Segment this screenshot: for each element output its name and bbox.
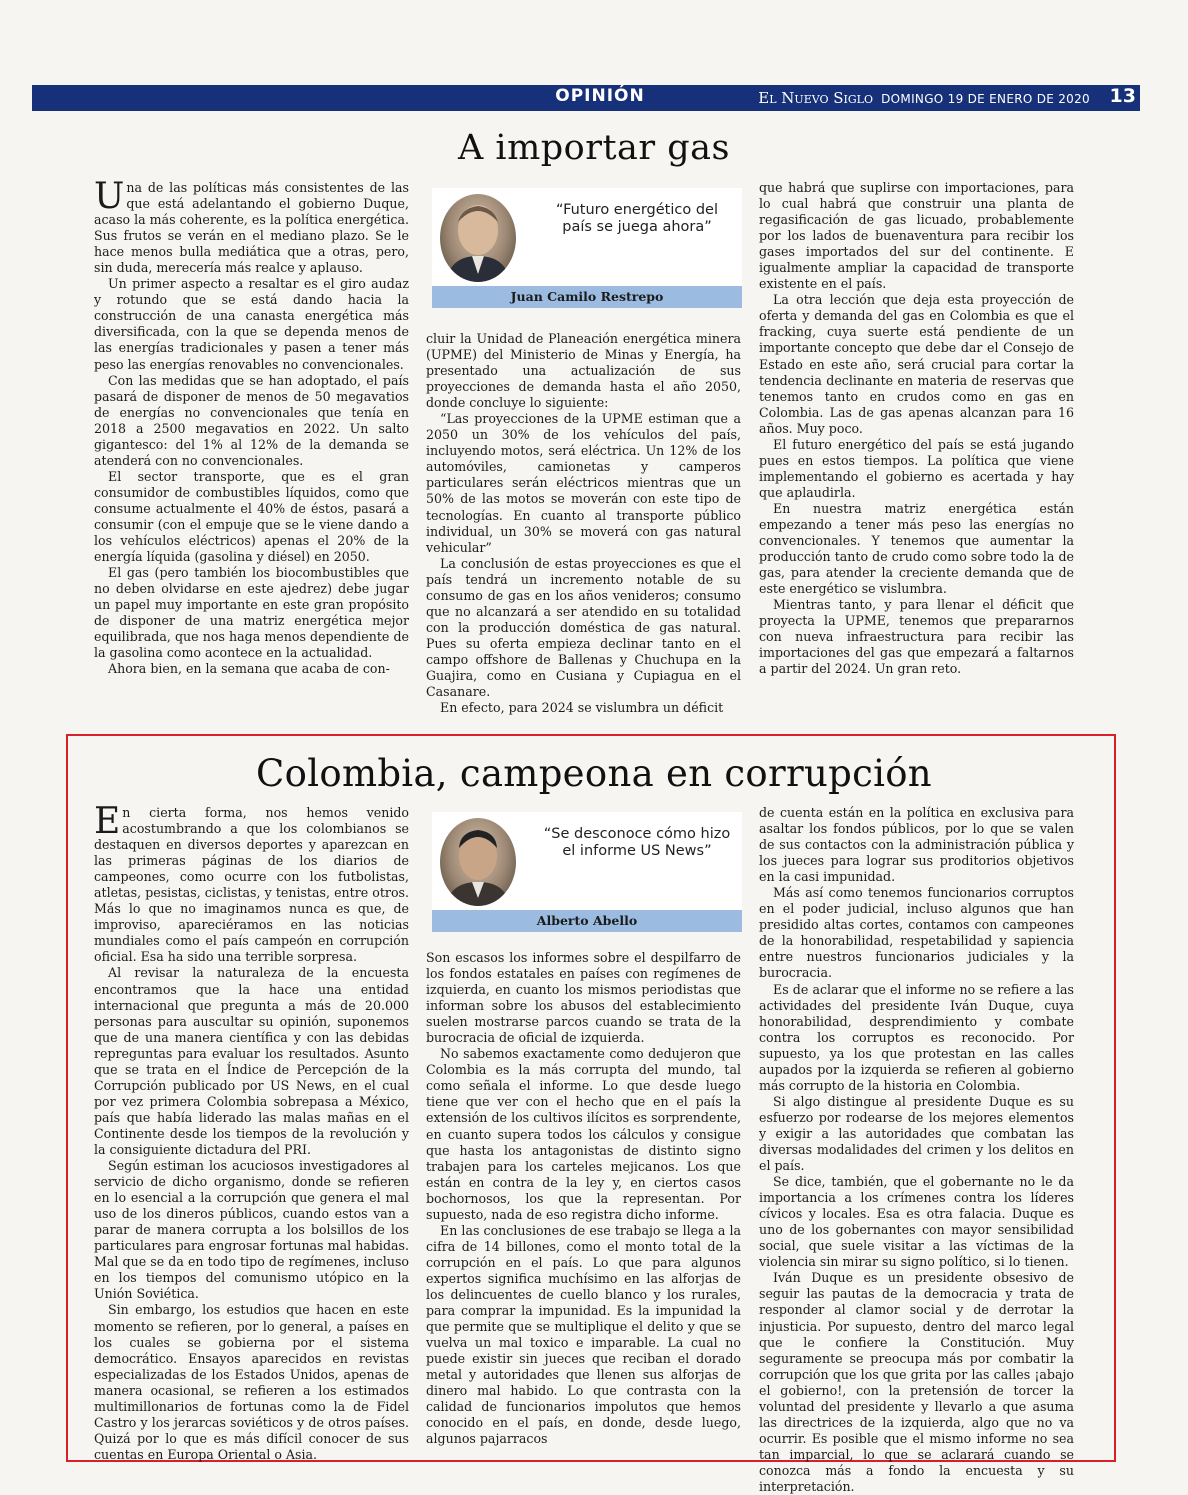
section-name: OPINIÓN xyxy=(555,86,645,106)
author-name: Juan Camilo Restrepo xyxy=(432,286,742,308)
issue-date: DOMINGO 19 DE ENERO DE 2020 xyxy=(881,92,1090,106)
author-photo xyxy=(440,194,516,282)
author-photo xyxy=(440,818,516,906)
paragraph: En nuestra matriz energética están empezando a tener más peso las energías no convencionales. Y tenemos que aumentar la producción tanto de crudo como sobre todo la de gas, para atender la creciente demanda que de este energético se vislumbra. xyxy=(759,500,1074,597)
paragraph: Si algo distingue al presidente Duque es su esfuerzo por rodearse de los mejores elementos y exigir a las autoridades que combatan las diversas modalidades del crimen y los delitos en el país. xyxy=(759,1093,1074,1174)
pull-quote: “Se desconoce cómo hizo el informe US News” xyxy=(543,826,731,859)
paragraph: Con las medidas que se han adoptado, el país pasará de disponer de menos de 50 megavatios de energías no convencionales que tenía en 2018 a 2500 megavatios en 2022. Un salto gigantesco: del 1% al 12% de la demanda se atenderá con no convencionales. xyxy=(94,372,409,468)
paragraph: Son escasos los informes sobre el despilfarro de los fondos estatales en países con regímenes de izquierda, en cuanto los mismos periodistas que informan sobre los abusos del establecimiento suelen mostrarse parcos cuando se trata de la burocracia de oficial de izquierda. xyxy=(426,950,741,1046)
drop-cap: U xyxy=(94,176,125,217)
paragraph: “Las proyecciones de la UPME estiman que a 2050 un 30% de los vehículos del país, incluyendo motos, será eléctrica. Un 12% de los automóviles, camionetas y camperos particulares serán eléctricos mientras que un 50% de las motos se moverán con este tipo de tecnologías. En cuanto al transporte público individual, un 30% se moverá con gas natural vehicular” xyxy=(426,411,741,555)
article2-column-1 xyxy=(94,801,409,1463)
paragraph: Se dice, también, que el gobernante no le da importancia a los crímenes contra los líderes cívicos y locales. Esa es otra falacia. Duque es uno de los gobernantes con mayor sensibilidad social, que suele visitar a las víctimas de la violencia sin mirar su signo político, si lo tienen. xyxy=(759,1174,1074,1270)
paragraph: En las conclusiones de ese trabajo se llega a la cifra de 14 billones, como el monto total de la corrupción en el país. Lo que para algunos expertos significa muchísimo en las alforjas de los delincuentes de cuello blanco y los rurales, para comprar la impunidad. Es la impunidad la que permite que se multiplique el delito y que se vuelva un mal toxico e imparable. La cual no puede existir sin jueces que reciban el dorado metal y autoridades que llenen sus alforjas de dinero mal habido. Lo que contrasta con la calidad de funcionarios impolutos que hemos conocido en el país, en donde, desde luego, algunos pajarracos xyxy=(426,1222,741,1447)
paragraph: cluir la Unidad de Planeación energética minera (UPME) del Ministerio de Minas y Energía, ha presentado una actualización de sus proyecciones de demanda hasta el año 2050, donde concluye lo siguiente: xyxy=(426,331,741,411)
paragraph: Más así como tenemos funcionarios corruptos en el poder judicial, incluso algunos que han presidido altas cortes, contamos con campeones de la honorabilidad, respetabilidad y sapiencia entre nuestros funcionarios judiciales y la burocracia. xyxy=(759,885,1074,981)
paragraph: que habrá que suplirse con importaciones, para lo cual habrá que construir una planta de regasificación de gas licuado, probablemente por los lados de buenaventura para recibir los gases importados del sur del continente. E igualmente ampliar la capacidad de transporte existente en el país. xyxy=(759,180,1074,292)
article2-quote-box xyxy=(432,812,742,932)
paragraph: Sin embargo, los estudios que hacen en este momento se refieren, por lo general, a países en los cuales se gobierna por el sistema democrático. Ensayos aparecidos en revistas especializadas de los Estados Unidos, apenas de manera ocasional, se refieren a los estimados multimillonarios de fortunas como la de Fidel Castro y los jerarcas soviéticos y de otros países. Quizá por lo que es más difícil conocer de sus cuentas en Europa Oriental o Asia. xyxy=(94,1302,409,1462)
paragraph: En efecto, para 2024 se vislumbra un déficit xyxy=(440,700,724,716)
article1-quote-box xyxy=(432,188,742,308)
article2-column-2 xyxy=(426,950,741,1447)
article1-column-1 xyxy=(94,176,409,677)
paragraph: El gas (pero también los biocombustibles que no deben olvidarse en este ajedrez) debe jugar un papel muy importante en este gran propósito de disponer de una matriz energética mejor equilibrada, que nos haga menos dependiente de la gasolina como acontece en la actualidad. xyxy=(94,565,409,661)
paragraph: Iván Duque es un presidente obsesivo de seguir las pautas de la democracia y trata de responder al clamor social y de derrotar la injusticia. Por supuesto, dentro del marco legal que le confiere la Constitución. Muy seguramente se preocupa más por combatir la corrupción que los que grita por las calles ¡abajo el gobierno!, con la pretensión de torcer la voluntad del presidente y llevarlo a que asuma las directrices de la izquierda, algo que no va ocurrir. Es posible que el mismo informe no sea tan imparcial, lo que se aclarará cuando se conozca más a fondo la encuesta y su interpretación. xyxy=(759,1270,1074,1494)
drop-cap: E xyxy=(94,801,121,842)
newspaper-name: El Nuevo Siglo xyxy=(758,89,873,107)
page-number: 13 xyxy=(1109,85,1136,107)
paragraph: Un primer aspecto a resaltar es el giro audaz y rotundo que se está dando hacia la construcción de una canasta energética más diversificada, con la que se dependa menos de las energías tradicionales y pasen a tener más peso las energías renovables no convencionales. xyxy=(94,276,409,372)
portrait-icon xyxy=(440,818,516,906)
article1-column-2 xyxy=(426,331,741,716)
paragraph: La otra lección que deja esta proyección de oferta y demanda del gas en Colombia es que el fracking, cuya suerte está pendiente de un importante concepto que debe dar el Consejo de Estado en este año, será crucial para cortar la tendencia declinante en materia de reservas que tenemos tanto en crudos como en gas en Colombia. Las de gas apenas alcanzan para 16 años. Muy poco. xyxy=(759,292,1074,436)
masthead-info xyxy=(758,89,1090,107)
paragraph: El futuro energético del país se está jugando pues en estos tiempos. La política que viene implementando el gobierno es acertada y hay que aplaudirla. xyxy=(759,436,1074,500)
paragraph: de cuenta están en la política en exclusiva para asaltar los fondos públicos, por lo que se valen de sus contactos con la administración pública y los jueces para lograr sus proditorios objetivos en la casi impunidad. xyxy=(759,805,1074,885)
article1-title: A importar gas xyxy=(457,128,730,168)
article2-title: Colombia, campeona en corrupción xyxy=(256,752,932,795)
paragraph: El sector transporte, que es el gran consumidor de combustibles líquidos, como que consume actualmente el 40% de éstos, pasará a consumir (con el empuje que se le viene dando a los vehículos eléctricos) apenas el 20% de la energía líquida (gasolina y diésel) en 2050. xyxy=(94,468,409,565)
paragraph: Mientras tanto, y para llenar el déficit que proyecta la UPME, tenemos que prepararnos con nueva infraestructura para recibir las importaciones del gas que empezará a faltarnos a partir del 2024. Un gran reto. xyxy=(759,597,1074,677)
author-name: Alberto Abello xyxy=(432,910,742,932)
paragraph: La conclusión de estas proyecciones es que el país tendrá un incremento notable de su consumo de gas en los años venideros; consumo que no alcanzará a ser atendido en su totalidad con la producción doméstica de gas natural. Pues su oferta empieza declinar tanto en el campo offshore de Ballenas y Chuchupa en la Guajira, como en Cusiana y Cupiagua en el Casanare. xyxy=(426,555,741,700)
paragraph: Según estiman los acuciosos investigadores al servicio de dicho organismo, donde se refieren en lo esencial a la corrupción que genera el mal uso de los dineros públicos, cuando estos van a parar de manera corrupta a los bolsillos de los particulares para engrosar fortunas mal habidas. Mal que se da en todo tipo de regímenes, incluso en los tiempos del comunismo utópico en la Unión Soviética. xyxy=(94,1158,409,1302)
page-header xyxy=(32,85,1140,111)
paragraph: Al revisar la naturaleza de la encuesta encontramos que la hace una entidad internacional que pregunta a más de 20.000 personas para auscultar su opinión, suponemos que de una manera científica y con las debidas repreguntas para evaluar los resultados. Asunto que se trata en el Índice de Percepción de la Corrupción publicado por US News, en el cual por vez primera Colombia sobrepasa a México, país que había liderado las malas mañas en el Continente desde los tiempos de la revolución y la consiguiente dictadura del PRI. xyxy=(94,965,409,1157)
article1-column-3 xyxy=(759,180,1074,677)
portrait-icon xyxy=(440,194,516,282)
paragraph: En cierta forma, nos hemos venido acostumbrando a que los colombianos se destaquen en diversos deportes y aparezcan en las primeras páginas de los diarios de campeones, como ocurre con los futbolistas, atletas, pesistas, ciclistas, y tenistas, entre otros. Más lo que no imaginamos nunca es que, de improviso, apareciéramos en las noticias mundiales como el país campeón en corrupción oficial. Esa ha sido una terrible sorpresa. xyxy=(94,801,409,965)
paragraph: Ahora bien, en la semana que acaba de con- xyxy=(108,661,390,677)
article2-column-3 xyxy=(759,805,1074,1495)
paragraph: Es de aclarar que el informe no se refiere a las actividades del presidente Iván Duque, cuya honorabilidad, desprendimiento y combate contra los corruptos es reconocido. Por supuesto, ya los que protestan en las calles aupados por la izquierda se refieren al gobierno más corrupto de la historia en Colombia. xyxy=(759,981,1074,1093)
paragraph: Una de las políticas más consistentes de las que está adelantando el gobierno Duque, acaso la más coherente, es la política energética. Sus frutos se verán en el mediano plazo. Se le hace menos bulla mediática que a otras, pero, sin duda, merecería más realce y aplauso. xyxy=(94,176,409,276)
paragraph: No sabemos exactamente como dedujeron que Colombia es la más corrupta del mundo, tal como señala el informe. Lo que desde luego tiene que ver con el hecho que en el país la extensión de los cultivos ilícitos es sorprendente, en cuanto supera todos los cálculos y consigue que hasta los antagonistas de distinto signo trabajen para los carteles mejicanos. Los que están en contra de la ley y, en ciertos casos bochornosos, los que la representan. Por supuesto, nada de eso registra dicho informe. xyxy=(426,1046,741,1222)
pull-quote: “Futuro energético del país se juega ahora” xyxy=(556,202,718,235)
